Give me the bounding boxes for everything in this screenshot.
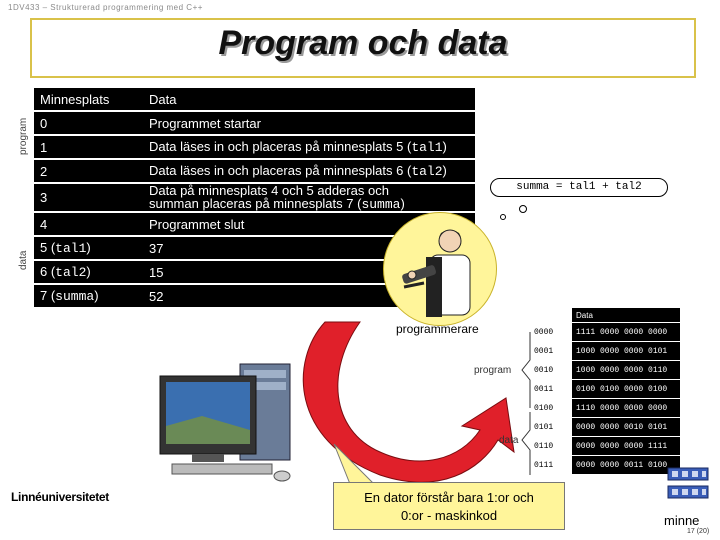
- table-row: 0100 1110 0000 0000 0000: [530, 399, 680, 418]
- table-row: 0010 1000 0000 0000 0110: [530, 361, 680, 380]
- thought-dot: [519, 205, 527, 213]
- memory-chip-icon: [664, 462, 712, 510]
- university-logo: Linnéuniversitetet: [11, 490, 109, 504]
- cell-data: Data läses in och placeras på minnesplats 5 (tal1): [143, 136, 475, 158]
- table-row: [34, 112, 475, 134]
- memory-label: minne: [664, 513, 700, 528]
- cell-data: 37: [143, 237, 475, 259]
- table-row: 0001 1000 0000 0000 0101: [530, 342, 680, 361]
- cell-location: 6 (tal2): [34, 261, 143, 283]
- program-group-label: program: [474, 365, 512, 376]
- cell-data: 15: [143, 261, 475, 283]
- table-row: 0111 0000 0000 0011 0100: [530, 456, 680, 475]
- table-row: 0101 0000 0000 0010 0101: [530, 418, 680, 437]
- cell-location: 0: [34, 112, 143, 134]
- data-group-label: data: [499, 435, 519, 446]
- cell-location: 4: [34, 213, 143, 235]
- table-row: 0000 1111 0000 0000 0000: [530, 323, 680, 342]
- slide-title: Program och data: [218, 24, 508, 62]
- cell-data: Data läses in och placeras på minnesplats 6 (tal2): [143, 160, 475, 182]
- programmer-caption: programmerare: [396, 322, 479, 336]
- table-row: [34, 136, 475, 158]
- speech-bubble: En dator förstår bara 1:or och 0:or - maskinkod: [333, 482, 565, 530]
- thought-dot: [500, 214, 506, 220]
- table-row: 0011 0100 0100 0000 0100: [530, 380, 680, 399]
- computer-icon: [152, 356, 312, 486]
- brace-icon: [518, 330, 532, 480]
- cell-location: 3: [34, 184, 143, 211]
- table-row: [34, 184, 475, 211]
- header-location: Minnesplats: [34, 88, 143, 110]
- table-row: [34, 160, 475, 182]
- header-data: Data: [143, 88, 475, 110]
- binary-memory-table: [530, 308, 680, 475]
- memory-header: Data: [572, 308, 680, 323]
- side-label-program: program: [18, 117, 29, 155]
- cell-location: 2: [34, 160, 143, 182]
- cell-data: 52: [143, 285, 475, 307]
- cell-data: Programmet startar: [143, 112, 475, 134]
- course-header: 1DV433 – Strukturerad programmering med C++: [8, 3, 203, 12]
- table-row: 0110 0000 0000 0000 1111: [530, 437, 680, 456]
- cell-data: Programmet slut: [143, 213, 475, 235]
- side-label-data: data: [18, 250, 29, 270]
- cell-location: 7 (summa): [34, 285, 143, 307]
- page-number: 17 (20): [687, 528, 710, 535]
- cell-location: 1: [34, 136, 143, 158]
- code-callout: summa = tal1 + tal2: [490, 178, 668, 197]
- cell-location: 5 (tal1): [34, 237, 143, 259]
- cell-data: Data på minnesplats 4 och 5 adderas och summan placeras på minnesplats 7 (summa): [143, 184, 475, 211]
